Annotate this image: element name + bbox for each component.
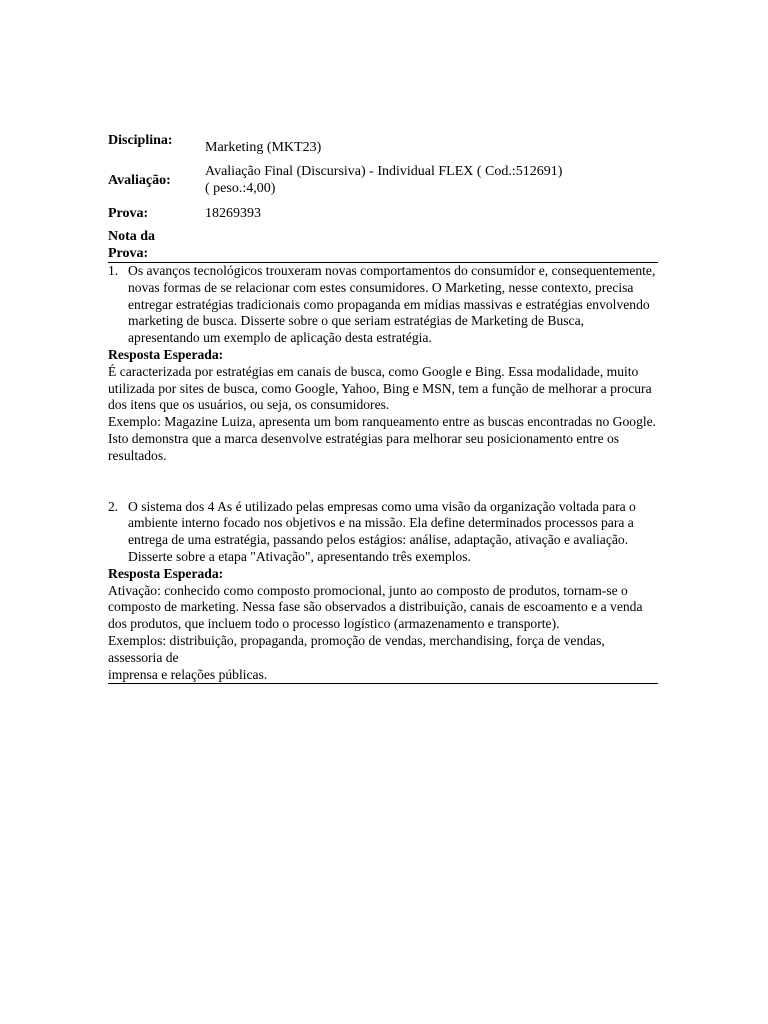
- question-text: Os avanços tecnológicos trouxeram novas comportamentos do consumidor e, consequentemente, novas formas de se relacionar com estes consumidores. O Marketing, nesse contexto, precisa entregar estratégias tradicionais como propaganda em mídias massivas e estratégias envolvendo marketing de busca. Disserte sobre o que seriam estratégias de Marketing de Busca, apresentando um exemplo de aplicação desta estratégia.: [128, 263, 656, 346]
- question-2: [108, 499, 658, 566]
- answer-text: [108, 583, 658, 684]
- answer-paragraph: Ativação: conhecido como composto promocional, junto ao composto de produtos, tornam-se o composto de marketing. Nessa fase são observados a distribuição, canais de escoamento e a venda dos produtos, que incluem todo o processo logístico (armazenamento e transporte).: [108, 582, 643, 632]
- avaliacao-value-line2: ( peso.:4,00): [205, 181, 276, 196]
- nota-label-line2: Prova:: [108, 246, 149, 261]
- exam-document: [108, 130, 658, 684]
- avaliacao-label: Avaliação:: [108, 172, 171, 188]
- answer-paragraph: Exemplo: Magazine Luiza, apresenta um bom ranqueamento entre as buscas encontradas no Google. Isto demonstra que a marca desenvolve estratégias para melhorar seu posicionamento entre os resultados.: [108, 414, 657, 463]
- disciplina-value: Marketing (MKT23): [205, 140, 322, 155]
- avaliacao-value: [205, 163, 562, 197]
- question-1: [108, 263, 658, 347]
- nota-label: [108, 228, 205, 262]
- avaliacao-row: [108, 162, 658, 198]
- nota-label-line1: Nota da: [108, 229, 156, 244]
- question-number: 1.: [108, 263, 119, 278]
- avaliacao-value-line1: Avaliação Final (Discursiva) - Individual FLEX ( Cod.:512691): [205, 164, 563, 179]
- disciplina-row: [108, 130, 658, 162]
- answer-text: [108, 364, 658, 465]
- prova-label: Prova:: [108, 205, 149, 221]
- prova-row: [108, 198, 658, 228]
- bottom-divider: [108, 683, 658, 684]
- nota-row: [108, 228, 658, 262]
- answer-paragraph: É caracterizada por estratégias em canais de busca, como Google e Bing. Essa modalidade, muito utilizada por sites de busca, como Google, Yahoo, Bing e MSN, tem a função de melhorar a procura dos itens que os usuários, ou seja, os consumidores.: [108, 363, 652, 413]
- answer-label: Resposta Esperada:: [108, 565, 224, 581]
- question-text: O sistema dos 4 As é utilizado pelas empresas como uma visão da organização voltada para o ambiente interno focado nos objetivos e na missão. Ela define determinados processos para a entrega de uma estratégia, passando pelos estágios: análise, adaptação, ativação e avaliação. Disserte sobre a etapa "Ativação", apresentando três exemplos.: [128, 498, 636, 564]
- answer-paragraph: Exemplos: distribuição, propaganda, promoção de vendas, merchandising, força de vendas, assessoria de: [108, 632, 605, 665]
- question-block-2: [108, 499, 658, 684]
- question-block-1: [108, 263, 658, 465]
- question-number: 2.: [108, 498, 119, 514]
- spacer: [108, 465, 658, 499]
- answer-paragraph: imprensa e relações públicas.: [108, 666, 268, 682]
- disciplina-label: Disciplina:: [108, 133, 173, 148]
- answer-label: Resposta Esperada:: [108, 346, 224, 362]
- prova-value: 18269393: [205, 205, 261, 221]
